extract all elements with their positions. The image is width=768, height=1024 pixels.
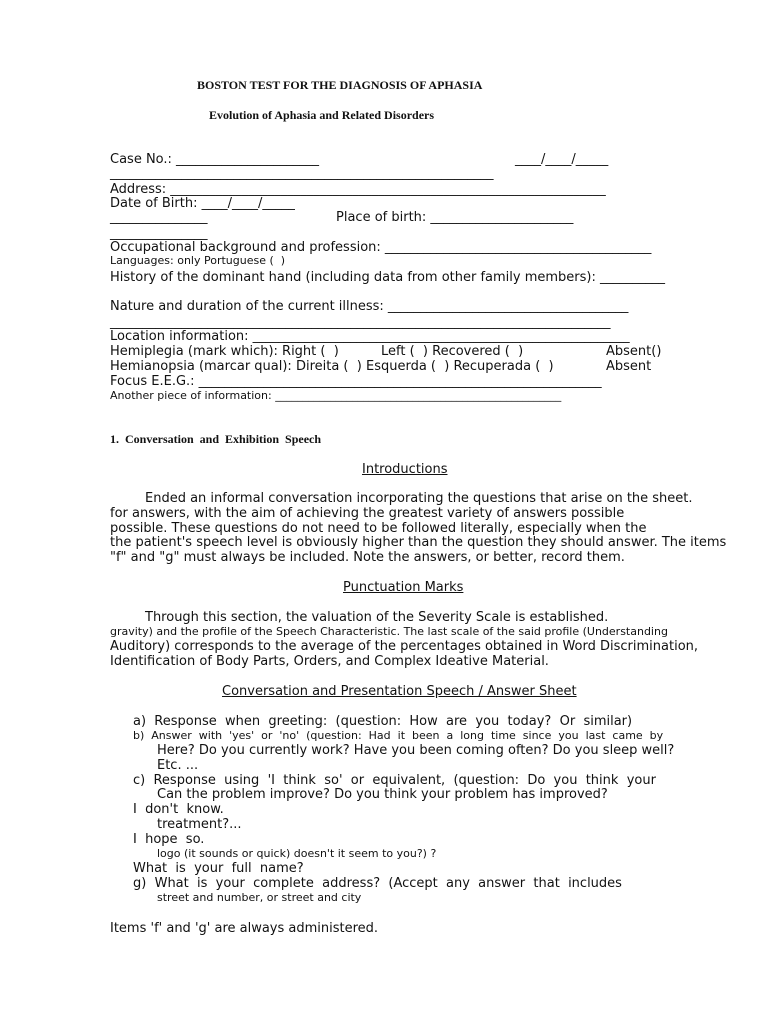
blank-line: _______________ [110, 226, 208, 241]
answer-item-continuation: Here? Do you currently work? Have you been coming often? Do you sleep well? [157, 743, 675, 758]
languages-field[interactable]: Languages: only Portuguese ( ) [110, 254, 286, 267]
dominant-hand-field[interactable]: History of the dominant hand (including data from other family members): __________ [110, 270, 666, 285]
focus-eeg-field[interactable]: Focus E.E.G.: ______________________________________________________________ [110, 374, 602, 389]
punctuation-paragraph-line: Auditory) corresponds to the average of the percentages obtained in Word Discrimination, [110, 639, 699, 654]
answer-item: What is your full name? [133, 861, 304, 876]
hemianopsia-absent[interactable]: Absent [606, 359, 652, 374]
answer-item: a) Response when greeting: (question: How are you today? Or similar) [133, 714, 633, 729]
punctuation-title: Punctuation Marks [343, 580, 464, 595]
answer-item: b) Answer with 'yes' or 'no' (question: Had it been a long time since you last came by [133, 729, 664, 742]
hemiplegia-left-recovered[interactable]: Left ( ) Recovered ( ) [381, 344, 524, 359]
place-of-birth-field[interactable]: Place of birth: ______________________ [336, 210, 574, 225]
intro-paragraph-line: for answers, with the aim of achieving the greatest variety of answers possible [110, 506, 625, 521]
other-info-field[interactable]: Another piece of information: ____________________________________________________ [110, 389, 562, 402]
document-title: BOSTON TEST FOR THE DIAGNOSIS OF APHASIA [197, 78, 483, 92]
answer-item-continuation: logo (it sounds or quick) doesn't it seem to you?) ? [157, 847, 437, 860]
intro-paragraph-line: Ended an informal conversation incorporating the questions that arise on the sheet. [145, 491, 693, 506]
occupation-field[interactable]: Occupational background and profession: _________________________________________ [110, 240, 652, 255]
answer-item-continuation: Can the problem improve? Do you think your problem has improved? [157, 787, 608, 802]
answer-item: c) Response using 'I think so' or equivalent, (question: Do you think your [133, 773, 656, 788]
punctuation-paragraph-line: Through this section, the valuation of the Severity Scale is established. [145, 610, 609, 625]
address-field[interactable]: Address: ___________________________________________________________________ [110, 182, 606, 197]
case-number-field[interactable]: Case No.: ______________________ [110, 152, 320, 167]
intro-paragraph-line: the patient's speech level is obviously higher than the question they should answer. The items [110, 535, 727, 550]
punctuation-paragraph-line: gravity) and the profile of the Speech Characteristic. The last scale of the said profile (Understanding [110, 625, 668, 638]
blank-line: _____________________________________________________________________________ [110, 315, 611, 330]
blank-line: _______________ [110, 210, 208, 225]
answer-item: I don't know. [133, 802, 224, 817]
answer-sheet-title: Conversation and Presentation Speech / Answer Sheet [222, 684, 577, 699]
answer-item-continuation: Etc. ... [157, 758, 199, 773]
intro-paragraph-line: possible. These questions do not need to be followed literally, especially when the [110, 521, 647, 536]
illness-field[interactable]: Nature and duration of the current illness: _____________________________________ [110, 299, 629, 314]
intro-paragraph-line: "f" and "g" must always be included. Note the answers, or better, record them. [110, 550, 625, 565]
date-field[interactable]: ____/____/_____ [515, 152, 609, 167]
hemiplegia-field[interactable]: Hemiplegia (mark which): Right ( ) [110, 344, 339, 359]
hemianopsia-field[interactable]: Hemianopsia (marcar qual): Direita ( ) Esquerda ( ) Recuperada ( ) [110, 359, 554, 374]
date-of-birth-field[interactable]: Date of Birth: ____/____/_____ [110, 196, 295, 211]
punctuation-paragraph-line: Identification of Body Parts, Orders, and Complex Ideative Material. [110, 654, 549, 669]
introductions-title: Introductions [362, 462, 448, 477]
answer-item: I hope so. [133, 832, 205, 847]
answer-item: g) What is your complete address? (Accept any answer that includes [133, 876, 622, 891]
footer-note: Items 'f' and 'g' are always administered. [110, 921, 379, 936]
hemiplegia-absent[interactable]: Absent() [606, 344, 662, 359]
location-field[interactable]: Location information: __________________________________________________________ [110, 329, 630, 344]
section-heading: 1. Conversation and Exhibition Speech [110, 432, 322, 446]
answer-item-continuation: street and number, or street and city [157, 891, 362, 904]
blank-line: ___________________________________________________________ [110, 166, 494, 181]
answer-item-continuation: treatment?... [157, 817, 242, 832]
document-subtitle: Evolution of Aphasia and Related Disorders [209, 108, 435, 122]
